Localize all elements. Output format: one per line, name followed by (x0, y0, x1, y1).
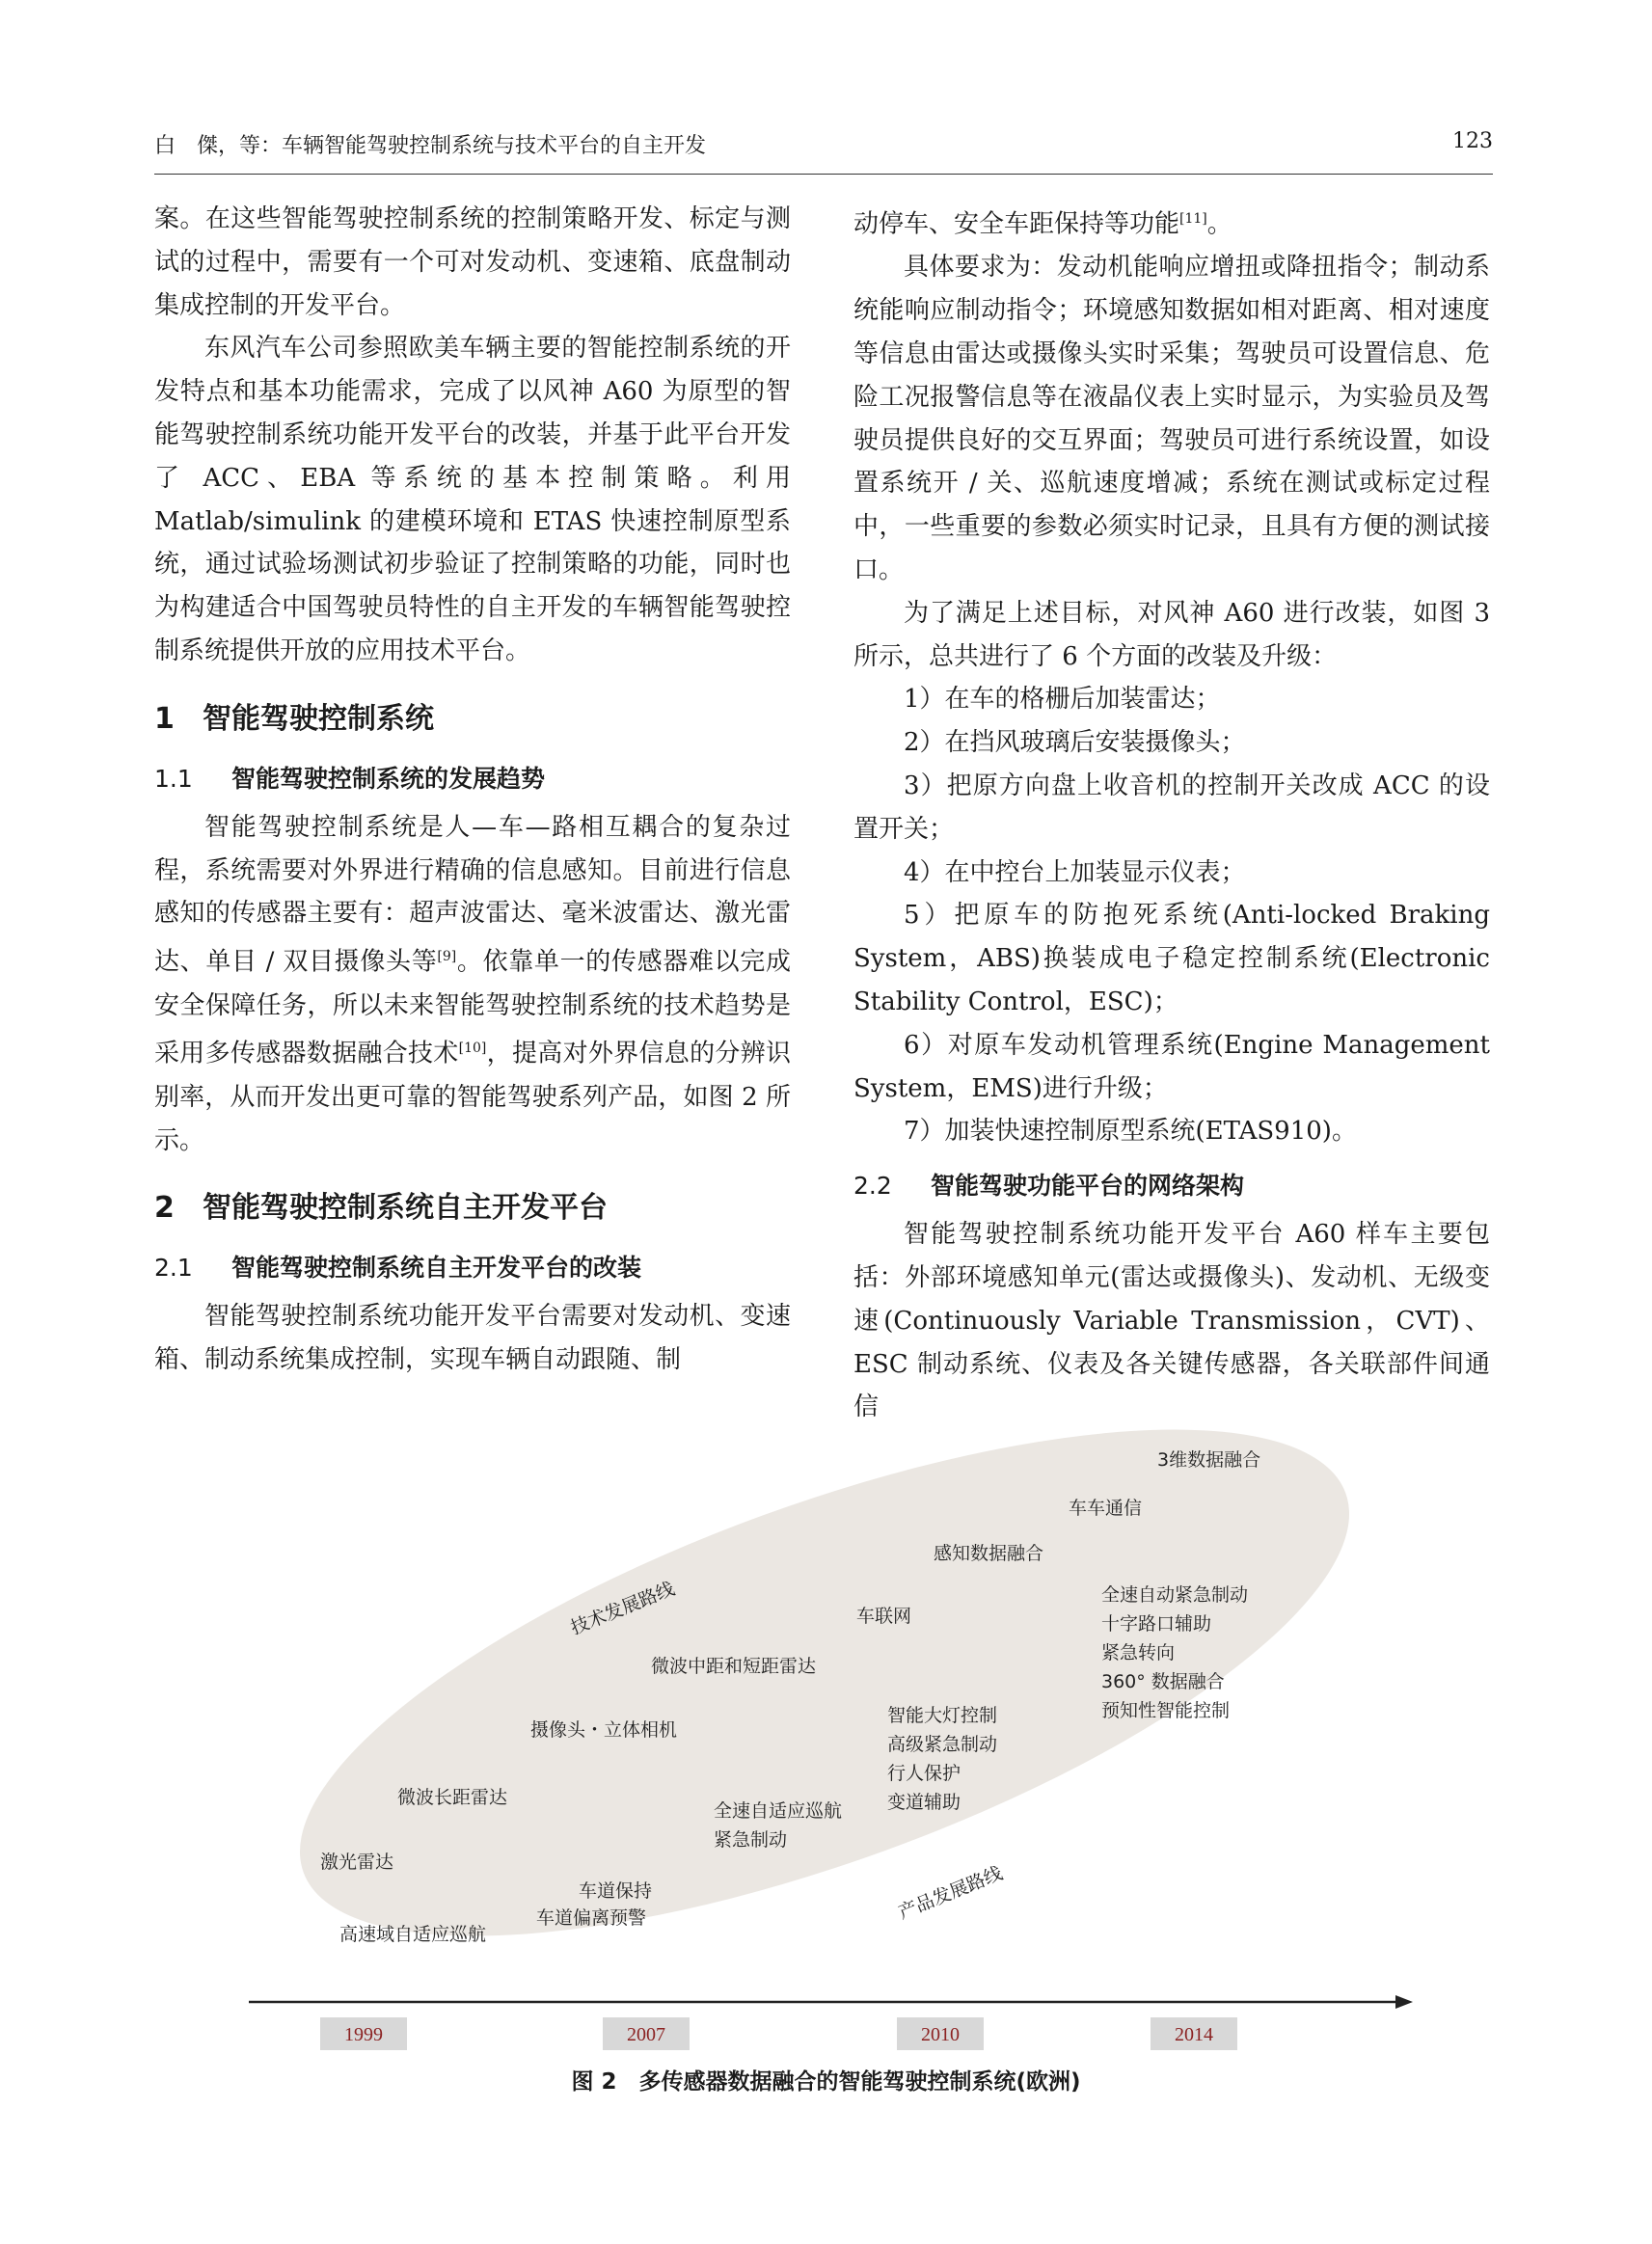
figure-caption: 图 2 多传感器数据融合的智能驾驶控制系统(欧洲) (571, 2069, 1081, 2095)
subsection-number: 1.1 (154, 764, 193, 793)
paragraph: 案。在这些智能驾驶控制系统的控制策略开发、标定与测试的过程中，需要有一个可对发动机、变速箱、底盘制动集成控制的开发平台。 (154, 204, 791, 320)
list-item: 1）在车的格栅后加装雷达； (904, 685, 1221, 715)
list-item: 4）在中控台上加装显示仪表； (904, 857, 1246, 887)
subsection-title: 智能驾驶控制系统自主开发平台的改装 (231, 1254, 642, 1283)
product-item: 变道辅助 (887, 1792, 961, 1813)
year-label: 1999 (344, 2024, 383, 2045)
product-item: 车道保持 (579, 1880, 653, 1902)
paragraph: 智能驾驶控制系统功能开发平台 A60 样车主要包括：外部环境感知单元(雷达或摄像头)、发动机、无级变速(Continuously Variable Transmission，CVT)、ESC 制动系统、仪表及各关键传感器，各关联部件间通信 (853, 1220, 1490, 1422)
tech-route-label: 技术发展路线 (567, 1578, 678, 1639)
subsection-title: 智能驾驶功能平台的网络架构 (931, 1172, 1245, 1201)
citation: [10] (458, 1041, 487, 1057)
tech-item: 摄像头・立体相机 (530, 1719, 678, 1741)
paragraph: 具体要求为：发动机能响应增扭或降扭指令；制动系统能响应制动指令；环境感知数据如相对距离、相对速度等信息由雷达或摄像头实时采集；驾驶员可设置信息、危险工况报警信息等在液晶仪表上实时显示，为实验员及驾驶员提供良好的交互界面；驾驶员可进行系统设置，如设置系统开 / 关、巡航速度增减；系统在测试或标定过程中，一些重要的参数必须实时记录，且具有方便的测试接口。 (853, 253, 1490, 585)
text-span: 动停车、安全车距保持等功能 (853, 209, 1180, 239)
product-item: 全速自动紧急制动 (1101, 1584, 1249, 1606)
text-span: 。依靠单一的传感器难以完成安全保障任务，所以未来智能驾驶控制系统的技术趋势是采用多传感器数据融合技术 (154, 947, 791, 1069)
year-label: 2010 (921, 2024, 960, 2045)
list-item: 7）加装快速控制原型系统(ETAS910)。 (904, 1117, 1357, 1147)
list-item: 3）把原方向盘上收音机的控制开关改成 ACC 的设置开关； (853, 771, 1490, 844)
year-label: 2007 (627, 2024, 665, 2045)
paragraph: 东风汽车公司参照欧美车辆主要的智能控制系统的开发特点和基本功能需求，完成了以风神 A60 为原型的智能驾驶控制系统功能开发平台的改装，并基于此平台开发了 ACC、EBA 等系统的基本控制策略。利用 Matlab/simulink 的建模环境和 ETAS 快速控制原型系统，通过试验场测试初步验证了控制策略的功能，同时也为构建适合中国驾驶员特性的自主开发的车辆智能驾驶控制系统提供开放的应用技术平台。 (154, 334, 791, 665)
paragraph: 智能驾驶控制系统功能开发平台需要对发动机、变速箱、制动系统集成控制，实现车辆自动跟随、制 (154, 1302, 791, 1375)
running-title: 白 傑，等：车辆智能驾驶控制系统与技术平台的自主开发 (154, 134, 707, 158)
text-span: 智能驾驶控制系统是人—车—路相互耦合的复杂过程，系统需要对外界进行精确的信息感知。目前进行信息感知的传感器主要有：超声波雷达、毫米波雷达、激光雷达、单目 / 双目摄像头等 (154, 812, 791, 977)
section-number: 1 (154, 701, 175, 736)
timeline-arrow-icon (1395, 1995, 1413, 2009)
product-item: 紧急转向 (1101, 1642, 1176, 1663)
list-item: 6）对原车发动机管理系统(Engine Management System，EMS)进行升级； (853, 1030, 1490, 1103)
subsection-number: 2.2 (853, 1172, 892, 1201)
text-span: ，提高对外界信息的分辨识别率，从而开发出更可靠的智能驾驶系列产品，如图 2 所示。 (154, 1040, 791, 1155)
product-item: 全速自适应巡航 (714, 1800, 843, 1822)
product-item: 预知性智能控制 (1101, 1700, 1231, 1721)
citation: [11] (1179, 211, 1207, 227)
tech-item: 车车通信 (1069, 1498, 1143, 1519)
list-item: 5）把原车的防抱死系统(Anti-locked Braking System，ABS)换装成电子稳定控制系统(Electronic Stability Control，ESC)； (853, 901, 1490, 1016)
year-label: 2014 (1175, 2024, 1213, 2045)
product-item: 车道偏离预警 (536, 1907, 647, 1929)
section-number: 2 (154, 1191, 175, 1226)
text-span: 。 (1206, 209, 1232, 239)
product-item: 行人保护 (887, 1763, 961, 1784)
section-title: 智能驾驶控制系统 (203, 701, 434, 736)
tech-item: 感知数据融合 (934, 1543, 1044, 1564)
section-title: 智能驾驶控制系统自主开发平台 (203, 1191, 608, 1226)
citation: [9] (437, 949, 457, 965)
subsection-number: 2.1 (154, 1254, 193, 1283)
product-item: 智能大灯控制 (887, 1705, 998, 1726)
tech-item: 3维数据融合 (1157, 1449, 1261, 1471)
product-item: 十字路口辅助 (1101, 1613, 1212, 1635)
tech-item: 车联网 (856, 1606, 912, 1627)
list-item: 2）在挡风玻璃后安装摄像头； (904, 728, 1246, 758)
subsection-title: 智能驾驶控制系统的发展趋势 (231, 764, 546, 793)
product-item: 高速域自适应巡航 (339, 1924, 487, 1945)
page-number: 123 (1452, 129, 1493, 153)
tech-item: 微波长距雷达 (397, 1787, 508, 1808)
product-item: 紧急制动 (714, 1829, 788, 1851)
product-item: 高级紧急制动 (887, 1734, 998, 1755)
product-route-label: 产品发展路线 (895, 1862, 1006, 1924)
tech-item: 微波中距和短距雷达 (651, 1656, 817, 1677)
product-item: 360° 数据融合 (1101, 1671, 1225, 1692)
paragraph: 为了满足上述目标，对风神 A60 进行改装，如图 3 所示，总共进行了 6 个方面的改装及升级： (853, 598, 1490, 671)
tech-item: 激光雷达 (320, 1852, 394, 1873)
